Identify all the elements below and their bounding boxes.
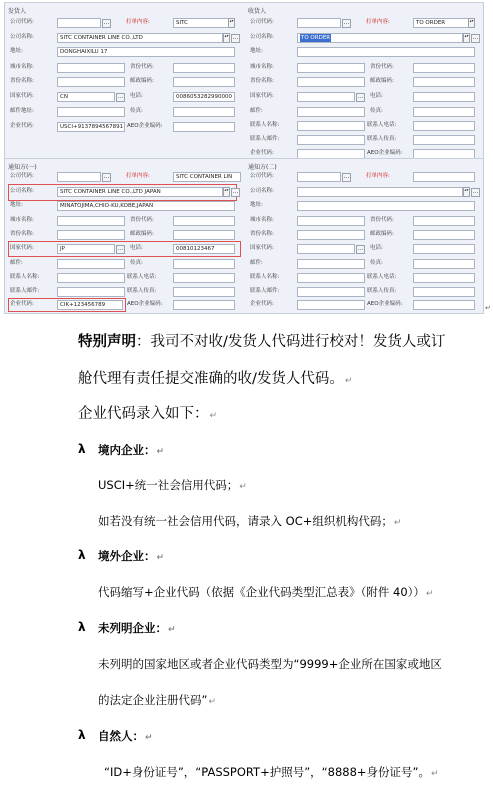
province-name-label: 省份名称: [10, 78, 34, 84]
address-input[interactable] [297, 201, 475, 211]
email-input[interactable] [297, 259, 365, 269]
bullet-marker: λ [78, 620, 86, 634]
company-name-spinner[interactable]: ▴▾ [223, 33, 230, 43]
statement-heading: 特别声明 [78, 334, 136, 350]
fax-label: 传真: [370, 108, 383, 114]
form-return-mark: ↵ [485, 304, 491, 312]
intro-text: 企业代码录入如下： [78, 406, 209, 422]
phone-input[interactable] [413, 244, 475, 254]
email-input[interactable] [57, 107, 125, 117]
contact-fax-label: 联系人传真: [367, 136, 397, 142]
item-line-text: 如若没有统一社会信用代码，请录入 OC+组织机构代码； [98, 514, 393, 528]
email-label: 邮件地址: [10, 108, 34, 114]
enterprise-code-label: 企业代码: [250, 301, 274, 307]
postal-code-input[interactable] [413, 230, 475, 240]
lookup-button[interactable]: ... [343, 173, 350, 180]
shipper-panel [5, 3, 243, 158]
country-lookup-button[interactable]: ... [117, 245, 124, 252]
phone-input[interactable]: 00810123467 [173, 244, 235, 254]
company-name-label: 公司名称: [10, 34, 34, 40]
city-name-label: 城市名称: [10, 64, 34, 70]
company-name-spinner[interactable]: ▴▾ [463, 33, 470, 43]
company-name-label: 公司名称: [250, 34, 274, 40]
phone-label: 电话: [370, 93, 383, 99]
phone-input[interactable] [413, 92, 475, 102]
address-label: 地址: [250, 202, 263, 208]
aeo-code-label: AEO企业编码: [367, 150, 403, 156]
company-code-label: 公司代码: [10, 173, 34, 179]
paragraph-mark: ↵ [431, 769, 439, 779]
print-content-label: 打单内容: [366, 173, 390, 179]
company-name-spinner[interactable]: ▴▾ [463, 187, 470, 197]
contact-phone-input[interactable] [413, 121, 475, 131]
country-lookup-button[interactable]: ... [357, 245, 364, 252]
contact-phone-label: 联系人电话: [367, 122, 397, 128]
address-input[interactable]: MINATOJIMA,CHIO-KU,KOBE,JAPAN [57, 201, 235, 211]
enterprise-code-input[interactable]: USCI+9137894567891 [57, 122, 125, 132]
paragraph-mark: ↵ [239, 482, 247, 492]
paragraph-mark: ↵ [156, 447, 165, 457]
item-line-text: USCI+统一社会信用代码； [98, 478, 239, 492]
item-heading [98, 548, 164, 564]
lookup-button[interactable]: ... [103, 173, 110, 180]
enterprise-code-input[interactable]: CIK+123456789 [57, 300, 123, 310]
fax-input[interactable] [173, 107, 235, 117]
country-code-input[interactable]: JP [57, 244, 115, 254]
lookup-button[interactable]: ... [343, 19, 350, 26]
contact-phone-input[interactable] [173, 273, 235, 283]
contact-name-input[interactable] [297, 273, 365, 283]
province-code-label: 省份代码: [130, 217, 154, 223]
paragraph-mark: ↵ [425, 589, 434, 599]
contact-name-label: 联系人名称: [10, 274, 40, 280]
country-code-label: 国家代码: [10, 245, 34, 251]
notify2-panel [245, 160, 483, 313]
enterprise-code-label: 企业代码: [250, 150, 274, 156]
province-code-input[interactable] [413, 216, 475, 226]
contact-email-input[interactable] [57, 287, 125, 297]
statement-line-1 [78, 330, 445, 351]
city-name-label: 城市名称: [10, 217, 34, 223]
item-line-text: 未列明的国家地区或者企业代码类型为“9999+企业所在国家或地区 [98, 657, 442, 671]
contact-email-label: 联系人邮件: [250, 136, 280, 142]
bullet-marker: λ [78, 548, 86, 562]
phone-label: 电话: [130, 245, 143, 251]
city-name-label: 城市名称: [250, 217, 274, 223]
item-line [98, 477, 247, 493]
company-code-label: 公司代码: [250, 19, 274, 25]
province-name-input[interactable] [57, 230, 125, 240]
item-line [98, 513, 401, 529]
country-lookup-button[interactable]: ... [117, 93, 124, 100]
city-name-input[interactable] [297, 63, 365, 73]
address-label: 地址: [10, 202, 23, 208]
contact-fax-input[interactable] [413, 135, 475, 145]
country-code-input[interactable] [297, 92, 355, 102]
country-code-input[interactable]: CN [57, 92, 115, 102]
postal-code-label: 邮政编码: [370, 231, 394, 237]
province-code-label: 省份代码: [370, 64, 394, 70]
province-name-label: 省份名称: [250, 231, 274, 237]
country-lookup-button[interactable]: ... [357, 93, 364, 100]
province-name-input[interactable] [297, 77, 365, 87]
aeo-code-label: AEO企业编码: [367, 301, 403, 307]
province-code-label: 省份代码: [370, 217, 394, 223]
postal-code-input[interactable] [173, 77, 235, 87]
city-name-input[interactable] [57, 63, 125, 73]
email-input[interactable] [57, 259, 125, 269]
postal-code-input[interactable] [173, 230, 235, 240]
aeo-code-label: AEO企业编码: [127, 123, 163, 129]
item-line [98, 692, 216, 708]
item-line-text: 的法定企业注册代码” [98, 693, 208, 707]
province-name-label: 省份名称: [10, 231, 34, 237]
item-line-text: 代码缩写+企业代码（依据《企业代码类型汇总表》（附件 40）） [98, 585, 425, 599]
city-name-label: 城市名称: [250, 64, 274, 70]
contact-fax-input[interactable] [173, 287, 235, 297]
item-heading [98, 442, 164, 458]
company-name-more-button[interactable]: ... [232, 188, 239, 195]
address-input[interactable] [297, 47, 475, 57]
contact-name-input[interactable] [297, 121, 365, 131]
fax-input[interactable] [413, 259, 475, 269]
company-name-input[interactable]: SITC CONTAINER LINE CO.,LTD JAPAN [57, 187, 223, 197]
province-name-input[interactable] [297, 230, 365, 240]
company-name-input[interactable] [297, 33, 463, 43]
enterprise-code-label: 企业代码: [10, 301, 34, 307]
contact-phone-label: 联系人电话: [127, 274, 157, 280]
email-input[interactable] [297, 107, 365, 117]
contact-email-label: 联系人邮件: [250, 288, 280, 294]
intro-line [78, 402, 217, 423]
company-name-label: 公司名称: [10, 188, 34, 194]
email-label: 邮件: [10, 260, 23, 266]
paragraph-mark: ↵ [344, 376, 353, 386]
email-label: 邮件: [250, 108, 263, 114]
item-line-text: “ID+身份证号”，“PASSPORT+护照号”，“8888+身份证号”。 [104, 765, 430, 779]
company-code-input[interactable] [57, 18, 101, 28]
notify1-panel [5, 160, 243, 313]
print-content-select[interactable]: SITC [173, 18, 235, 28]
province-code-input[interactable] [173, 216, 235, 226]
city-name-input[interactable] [297, 216, 365, 226]
company-code-input[interactable] [57, 172, 101, 182]
print-content-spinner[interactable]: ▴▾ [468, 18, 475, 28]
phone-label: 电话: [130, 93, 143, 99]
aeo-code-label: AEO企业编码: [127, 301, 163, 307]
contact-fax-label: 联系人传真: [367, 288, 397, 294]
bullet-marker: λ [78, 728, 86, 742]
statement-text-1: ：我司不对收/发货人代码进行校对！发货人或订 [136, 334, 446, 350]
lookup-button[interactable]: ... [103, 19, 110, 26]
city-name-input[interactable] [57, 216, 125, 226]
paragraph-mark: ↵ [168, 625, 176, 635]
paragraph-mark: ↵ [145, 733, 153, 743]
fax-label: 传真: [370, 260, 383, 266]
postal-code-label: 邮政编码: [130, 231, 154, 237]
print-content-select[interactable]: TO ORDER [413, 18, 475, 28]
contact-name-label: 联系人名称: [250, 122, 280, 128]
item-heading-text: 未列明企业： [98, 621, 167, 635]
country-code-label: 国家代码: [10, 93, 34, 99]
fax-label: 传真: [130, 260, 143, 266]
item-line [98, 656, 442, 672]
paragraph-mark: ↵ [393, 518, 402, 528]
address-input[interactable]: DONGHAIXILU 17 [57, 47, 235, 57]
contact-email-input[interactable] [297, 135, 365, 145]
company-name-spinner[interactable]: ▴▾ [223, 187, 230, 197]
province-code-input[interactable] [413, 63, 475, 73]
contact-fax-input[interactable] [413, 287, 475, 297]
province-code-input[interactable] [173, 63, 235, 73]
company-name-selected-text: TO ORDER [301, 35, 331, 41]
province-name-label: 省份名称: [250, 78, 274, 84]
print-content-label: 打单内容: [366, 19, 390, 25]
shipper-title: 发货人 [8, 8, 27, 15]
contact-phone-label: 联系人电话: [367, 274, 397, 280]
notify1-title: 通知方(一) [8, 164, 37, 171]
email-label: 邮件: [250, 260, 263, 266]
aeo-code-input[interactable] [173, 122, 235, 132]
contact-email-label: 联系人邮件: [10, 288, 40, 294]
fax-input[interactable] [173, 259, 235, 269]
notify2-title: 通知方(二) [248, 164, 277, 171]
print-content-spinner[interactable]: ▴▾ [228, 18, 235, 28]
company-name-input[interactable]: SITC CONTAINER LINE CO.,LTD [57, 33, 223, 43]
country-code-label: 国家代码: [250, 93, 274, 99]
statement-text-2: 舱代理有责任提交准确的收/发货人代码。 [78, 371, 344, 387]
enterprise-code-label: 企业代码: [10, 123, 34, 129]
print-content-select[interactable]: SITC CONTAINER LIN [173, 172, 241, 182]
company-code-label: 公司代码: [10, 19, 34, 25]
phone-input[interactable]: 0086053282990000 [173, 92, 235, 102]
contact-name-input[interactable] [57, 273, 125, 283]
aeo-code-input[interactable] [413, 300, 475, 310]
fax-label: 传真: [130, 108, 143, 114]
consignee-panel [245, 3, 483, 158]
item-line [104, 764, 439, 780]
phone-label: 电话: [370, 245, 383, 251]
province-name-input[interactable] [57, 77, 125, 87]
postal-code-label: 邮政编码: [130, 78, 154, 84]
company-name-input[interactable] [297, 187, 463, 197]
company-code-label: 公司代码: [250, 173, 274, 179]
contact-phone-input[interactable] [413, 273, 475, 283]
company-name-more-button[interactable]: ... [472, 188, 479, 195]
contact-fax-label: 联系人传真: [127, 288, 157, 294]
province-code-label: 省份代码: [130, 64, 154, 70]
company-code-input[interactable] [297, 172, 341, 182]
company-name-more-button[interactable]: ... [472, 34, 479, 41]
company-code-input[interactable] [297, 18, 341, 28]
item-heading-text: 境内企业： [98, 443, 156, 457]
item-line [98, 584, 433, 600]
contact-email-input[interactable] [297, 287, 365, 297]
item-heading [98, 728, 153, 744]
print-content-label: 打单内容: [126, 19, 150, 25]
print-content-select[interactable] [413, 172, 475, 182]
fax-input[interactable] [413, 107, 475, 117]
address-label: 地址: [250, 48, 263, 54]
enterprise-code-input[interactable] [297, 300, 365, 310]
paragraph-mark: ↵ [208, 697, 217, 707]
print-content-label: 打单内容: [126, 173, 150, 179]
contact-name-label: 联系人名称: [250, 274, 280, 280]
postal-code-input[interactable] [413, 77, 475, 87]
cargo-party-form [4, 2, 484, 314]
consignee-title: 收货人 [248, 8, 267, 15]
item-heading [98, 620, 176, 636]
item-heading-text: 自然人： [98, 729, 144, 743]
statement-line-2 [78, 367, 352, 388]
paragraph-mark: ↵ [209, 411, 218, 421]
paragraph-mark: ↵ [156, 553, 165, 563]
postal-code-label: 邮政编码: [370, 78, 394, 84]
section-divider [5, 158, 483, 159]
country-code-input[interactable] [297, 244, 355, 254]
company-name-label: 公司名称: [250, 188, 274, 194]
address-label: 地址: [10, 48, 23, 54]
aeo-code-input[interactable] [173, 300, 235, 310]
country-code-label: 国家代码: [250, 245, 274, 251]
item-heading-text: 境外企业： [98, 549, 156, 563]
bullet-marker: λ [78, 442, 86, 456]
company-name-more-button[interactable]: ... [232, 34, 239, 41]
